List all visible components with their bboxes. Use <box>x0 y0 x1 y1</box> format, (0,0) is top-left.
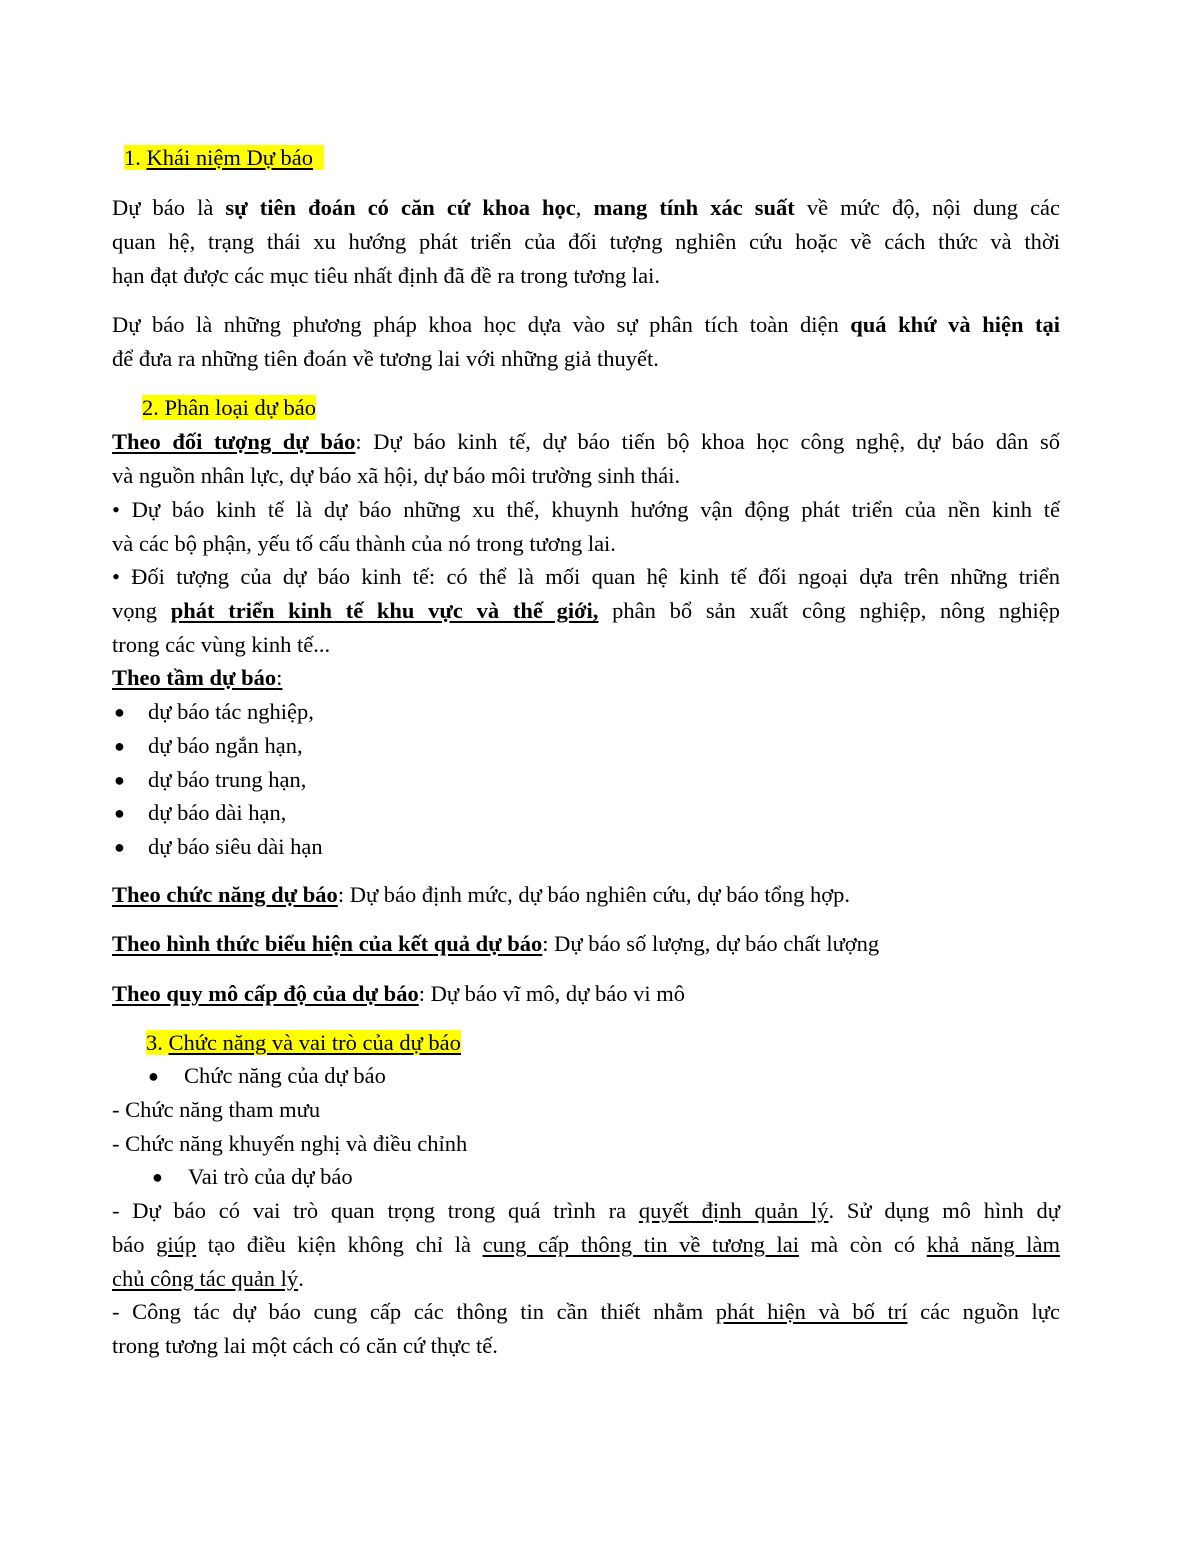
function-item-recommend: - Chức năng khuyến nghị và điều chỉnh <box>112 1131 468 1156</box>
by-object-line2: và nguồn nhân lực, dự báo xã hội, dự báo môi trường sinh thái. <box>112 463 681 488</box>
bullet-icon: ● <box>114 770 125 790</box>
by-scale-line: Theo quy mô cấp độ của dự báo: Dự báo vĩ mô, dự báo vi mô <box>112 981 685 1006</box>
bullet-icon: ● <box>114 736 125 756</box>
role-paragraph2-line2: trong tương lai một cách có căn cứ thực tế. <box>112 1333 498 1358</box>
by-range-heading: Theo tầm dự báo: <box>112 665 283 690</box>
section2-heading: 2. Phân loại dự báo <box>142 395 317 420</box>
role-paragraph2-line1: - Công tác dự báo cung cấp các thông tin cần thiết nhằm phát hiện và bố trí các nguồn lực <box>112 1299 1060 1324</box>
list-item: dự báo dài hạn, <box>148 800 287 825</box>
section1-paragraph2-line1: Dự báo là những phương pháp khoa học dựa vào sự phân tích toàn diện quá khứ và hiện tại <box>112 312 1060 337</box>
by-object-line1: Theo đối tượng dự báo: Dự báo kinh tế, dự báo tiến bộ khoa học công nghệ, dự báo dân số <box>112 429 1060 454</box>
by-object-label: Theo đối tượng dự báo <box>112 429 356 454</box>
list-item: dự báo siêu dài hạn <box>148 834 323 859</box>
functions-heading: Chức năng của dự báo <box>184 1063 386 1088</box>
economic-object-line2: vọng phát triển kinh tế khu vực và thế giới, phân bổ sản xuất công nghiệp, nông nghiệp <box>112 598 1060 623</box>
by-function-line: Theo chức năng dự báo: Dự báo định mức, dự báo nghiên cứu, dự báo tổng hợp. <box>112 882 850 907</box>
section3-heading: 3. Chức năng và vai trò của dự báo <box>146 1030 461 1055</box>
bullet-icon: ● <box>152 1167 163 1187</box>
bullet-icon: ● <box>114 803 125 823</box>
economic-object-line3: trong các vùng kinh tế... <box>112 632 331 657</box>
role-paragraph1-line3: chủ công tác quản lý. <box>112 1266 304 1291</box>
bullet-icon: ● <box>114 837 125 857</box>
section1-paragraph1-line3: hạn đạt được các mục tiêu nhất định đã đề ra trong tương lai. <box>112 263 661 288</box>
section1-heading: 1. Khái niệm Dự báo <box>124 141 324 175</box>
section1-paragraph2-line2: để đưa ra những tiên đoán về tương lai với những giả thuyết. <box>112 346 659 371</box>
section1-paragraph1-line2: quan hệ, trạng thái xu hướng phát triển của đối tượng nghiên cứu hoặc về cách thức và thời <box>112 229 1060 254</box>
roles-heading: Vai trò của dự báo <box>188 1164 353 1189</box>
list-item: dự báo ngắn hạn, <box>148 733 303 758</box>
bullet-icon: ● <box>148 1066 159 1086</box>
economic-forecast-line1: • Dự báo kinh tế là dự báo những xu thế, khuynh hướng vận động phát triển của nền kinh tế <box>112 497 1060 522</box>
bullet-icon: ● <box>114 702 125 722</box>
role-paragraph1-line1: - Dự báo có vai trò quan trọng trong quá trình ra quyết định quản lý. Sử dụng mô hình dự <box>112 1198 1061 1223</box>
section1-paragraph1-line1: Dự báo là sự tiên đoán có căn cứ khoa học, mang tính xác suất về mức độ, nội dung các <box>112 195 1061 220</box>
function-item-advisory: - Chức năng tham mưu <box>112 1097 321 1122</box>
by-form-line: Theo hình thức biểu hiện của kết quả dự báo: Dự báo số lượng, dự báo chất lượng <box>112 931 880 956</box>
economic-forecast-line2: và các bộ phận, yếu tố cấu thành của nó trong tương lai. <box>112 531 616 556</box>
role-paragraph1-line2: báo giúp tạo điều kiện không chỉ là cung cấp thông tin về tương lai mà còn có khả năng làm <box>112 1232 1060 1257</box>
economic-object-line1: • Đối tượng của dự báo kinh tế: có thể là mối quan hệ kinh tế đối ngoại dựa trên những triển <box>112 564 1060 589</box>
list-item: dự báo tác nghiệp, <box>148 699 314 724</box>
list-item: dự báo trung hạn, <box>148 767 307 792</box>
